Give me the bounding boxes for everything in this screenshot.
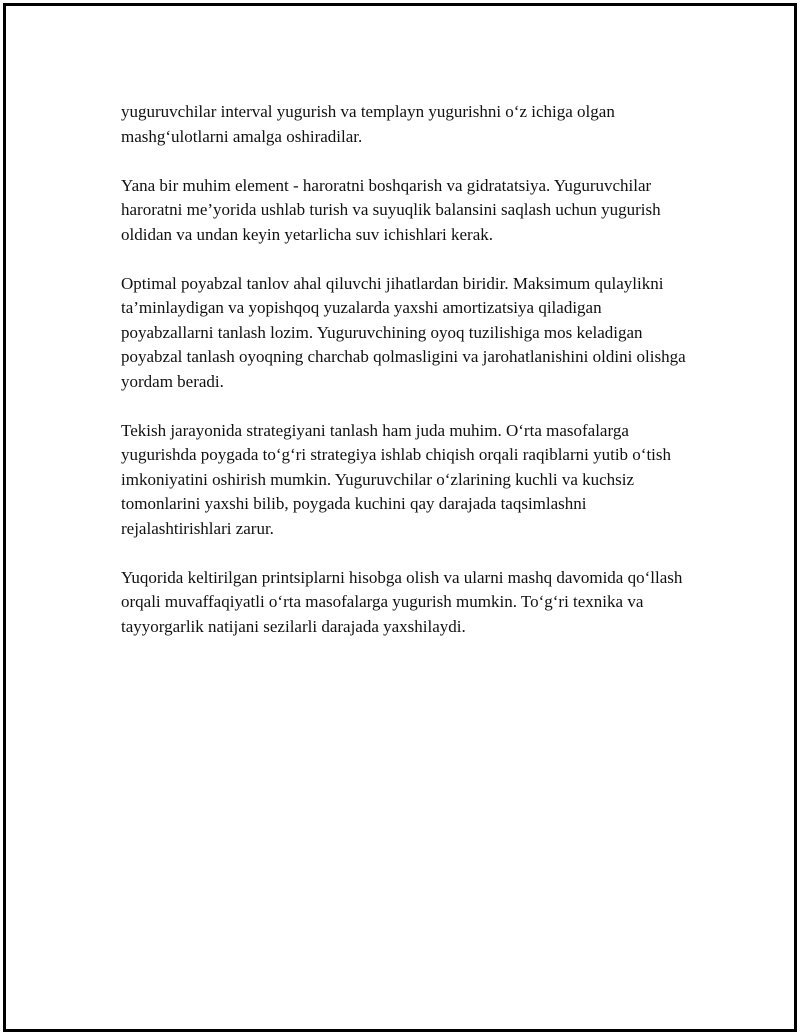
document-page [3, 3, 797, 1032]
document-body [121, 100, 691, 664]
paragraph-3: Optimal poyabzal tanlov ahal qiluvchi jihatlardan biridir. Maksimum qulaylikni ta’minlaydigan va yopishqoq yuzalarda yaxshi amortizatsiya qiladigan poyabzallarni tanlash lozim. Yuguruvchining oyoq tuzilishiga mos keladigan poyabzal tanlash oyoqning charchab qolmasligini va jarohatlanishini oldini olishga yordam beradi. [121, 273, 686, 391]
paragraph-4: Tekish jarayonida strategiyani tanlash ham juda muhim. O‘rta masofalarga yugurishda poygada to‘g‘ri strategiya ishlab chiqish orqali raqiblarni yutib o‘tish imkoniyatini oshirish mumkin. Yuguruvchilar o‘zlarining kuchli va kuchsiz tomonlarini yaxshi bilib, poygada kuchini qay darajada taqsimlashni rejalashtirishlari zarur. [121, 420, 672, 538]
paragraph-1: yuguruvchilar interval yugurish va templayn yugurishni o‘z ichiga olgan mashg‘ulotlarni amalga oshiradilar. [121, 102, 615, 146]
paragraph-5: Yuqorida keltirilgan printsiplarni hisobga olish va ularni mashq davomida qo‘llash orqali muvaffaqiyatli o‘rta masofalarga yugurish mumkin. To‘g‘ri texnika va tayyorgarlik natijani sezilarli darajada yaxshilaydi. [121, 567, 683, 636]
paragraph-2: Yana bir muhim element - haroratni boshqarish va gidratatsiya. Yuguruvchilar haroratni me’yorida ushlab turish va suyuqlik balansini saqlash uchun yugurish oldidan va undan keyin yetarlicha suv ichishlari kerak. [121, 175, 661, 244]
